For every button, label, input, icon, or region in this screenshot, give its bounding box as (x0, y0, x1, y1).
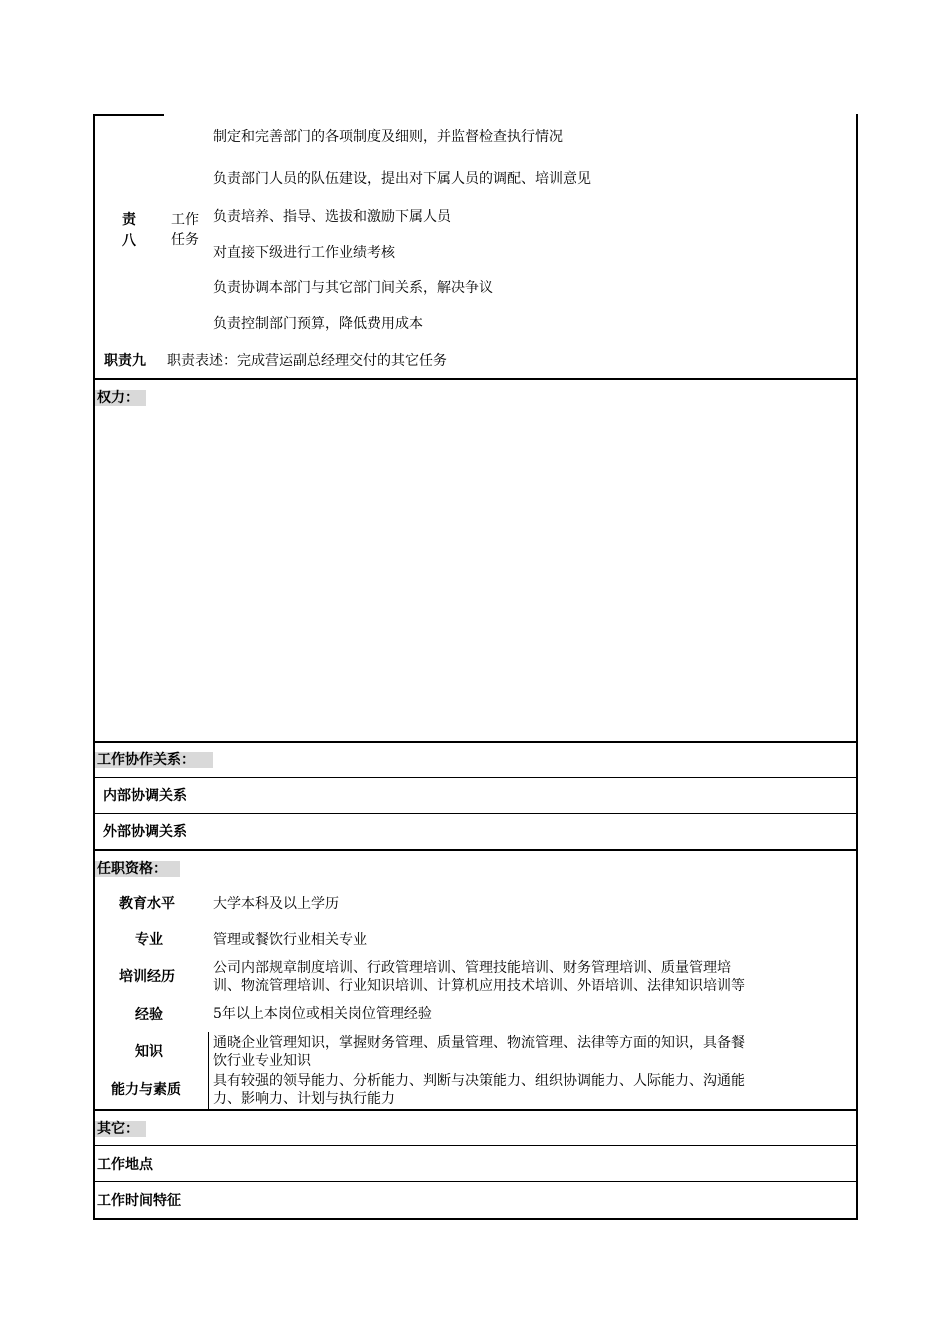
training-value-line2: 训、物流管理培训、行业知识培训、计算机应用技术培训、外语培训、法律知识培训等 (213, 978, 745, 994)
duty8-label-bottom: 八 (122, 233, 136, 249)
knowledge-value-line1: 通晓企业管理知识，掌握财务管理、质量管理、物流管理、法律等方面的知识，具备餐 (213, 1035, 745, 1051)
knowledge-label: 知识 (135, 1044, 163, 1060)
cooperation-title: 工作协作关系： (97, 752, 195, 768)
education-label: 教育水平 (119, 896, 175, 912)
duty8-label-top: 责 (122, 212, 136, 228)
duty8-task: 负责协调本部门与其它部门间关系，解决争议 (213, 280, 493, 296)
duty8-sub-top: 工作 (171, 212, 199, 228)
qualification-title: 任职资格： (97, 861, 167, 877)
education-value: 大学本科及以上学历 (213, 896, 339, 912)
ability-value-line2: 力、影响力、计划与执行能力 (213, 1091, 395, 1107)
duty9-label: 职责九 (104, 353, 146, 369)
duty9-text: 职责表述：完成营运副总经理交付的其它任务 (167, 353, 447, 369)
experience-label: 经验 (135, 1007, 163, 1023)
duty8-sub-bottom: 任务 (171, 232, 199, 248)
major-label: 专业 (135, 932, 163, 948)
duty8-task: 负责培养、指导、选拔和激励下属人员 (213, 209, 451, 225)
other-title: 其它： (97, 1121, 139, 1137)
internal-coordination-label: 内部协调关系 (103, 788, 187, 804)
duty8-task: 制定和完善部门的各项制度及细则，并监督检查执行情况 (213, 129, 563, 145)
knowledge-value-line2: 饮行业专业知识 (213, 1053, 311, 1069)
work-time-label: 工作时间特征 (97, 1193, 181, 1209)
external-coordination-label: 外部协调关系 (103, 824, 187, 840)
training-value-line1: 公司内部规章制度培训、行政管理培训、管理技能培训、财务管理培训、质量管理培 (213, 960, 731, 976)
experience-value: 5年以上本岗位或相关岗位管理经验 (213, 1006, 432, 1022)
duty8-task: 负责控制部门预算，降低费用成本 (213, 316, 423, 332)
power-title: 权力： (97, 390, 139, 406)
duty8-task: 对直接下级进行工作业绩考核 (213, 245, 395, 261)
major-value: 管理或餐饮行业相关专业 (213, 932, 367, 948)
duty8-task: 负责部门人员的队伍建设，提出对下属人员的调配、培训意见 (213, 171, 591, 187)
work-location-label: 工作地点 (97, 1157, 153, 1173)
ability-value-line1: 具有较强的领导能力、分析能力、判断与决策能力、组织协调能力、人际能力、沟通能 (213, 1073, 745, 1089)
training-label: 培训经历 (119, 969, 175, 985)
ability-label: 能力与素质 (111, 1082, 181, 1098)
